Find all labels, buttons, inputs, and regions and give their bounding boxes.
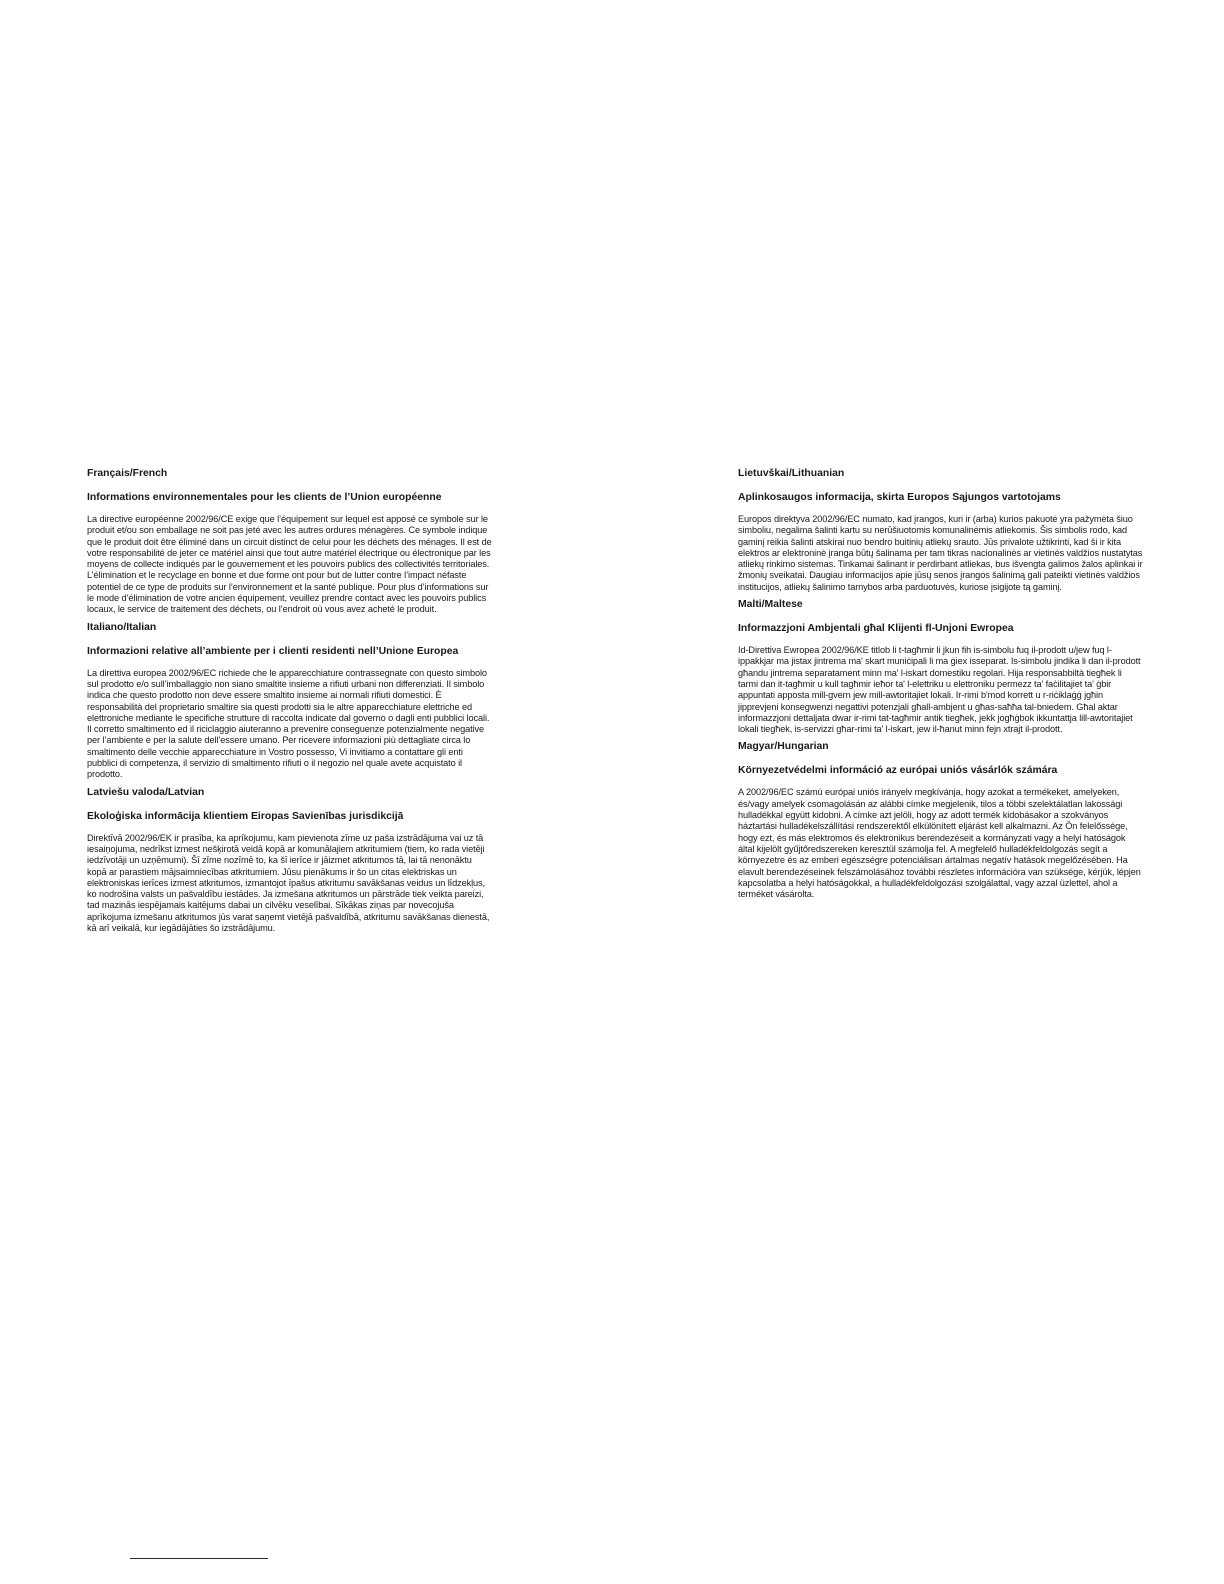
language-label: Italiano/Italian (87, 621, 157, 633)
left-column (87, 467, 492, 939)
right-column (738, 467, 1144, 905)
section-latvian (87, 786, 492, 935)
section-heading: Ekoloģiska informācija klientiem Eiropas Savienības jurisdikcijā (87, 810, 404, 822)
section-french (87, 467, 492, 616)
section-maltese (738, 598, 1144, 735)
section-heading: Informations environnementales pour les clients de l’Union européenne (87, 492, 442, 503)
section-body: Id-Direttiva Ewropea 2002/96/KE titlob li t-tagħmir li jkun fih is-simbolu fuq il-prodott u/jew fuq l-ippakkjar ma jistax jintrema ma' skart muniċipali li ma ġiex isseparat. Is-simbolu jindika li dan il-prodott għandu jintrema separatament minn ma' l-iskart domestiku regolari. Hija responsabbiltà tiegħek li tarmi dan it-tagħmir u kull tagħmir ieħor ta' l-elettriku u elettroniku permezz ta' faċilitajiet ta' ġbir appuntati apposta mill-gvern jew mill-awtoritajiet lokali. Ir-rimi b'mod korrett u r-riċiklaġġ jgħin jipprevjeni konsegwenzi negattivi potenzjali għall-ambjent u għas-saħħa tal-bniedem. Għal aktar informazzjoni dettaljata dwar ir-rimi tat-tagħmir antik tiegħek, jekk jogħġbok ikkuntattja lill-awtoritajiet lokali tiegħek, is-servizzi għar-rimi ta' l-iskart, jew il-ħanut minn fejn xtrajt il-prodott. (738, 645, 1141, 735)
language-label: Français/French (87, 468, 168, 479)
section-body: Direktīvā 2002/96/EK ir prasība, ka aprīkojumu, kam pievienota zīme uz paša izstrādājuma vai uz tā iesaiņojuma, nedrīkst izmest nešķirotā veidā kopā ar komunālajiem atkritumiem (tiem, ko rada vietēji iedzīvotāji un uzņēmumi). Šī zīme nozīmē to, ka šī ierīce ir jāizmet atkritumos tā, lai tā nenonāktu kopā ar parastiem mājsaimniecības atkritumiem. Jūsu pienākums ir šo un citas elektriskas un elektroniskas ierīces izmest atkritumos, izmantojot īpašus atkritumu savākšanas veidus un līdzekļus, ko nodrošina valsts un pašvaldību iestādes. Ja izmešana atkritumos un pārstrāde tiek veikta pareizi, tad mazinās iespējamais kaitējums dabai un cilvēku veselībai. Sīkākas ziņas par novecojuša aprīkojuma izmešanu atkritumos jūs varat saņemt vietējā pašvaldībā, atkritumu savākšanas dienestā, kā arī veikalā, kur iegādājāties šo izstrādājumu. (87, 832, 490, 934)
section-heading: Aplinkosaugos informacija, skirta Europos Sąjungos vartotojams (738, 492, 1061, 503)
section-hungarian (738, 740, 1144, 900)
language-label: Latviešu valoda/Latvian (87, 786, 205, 798)
language-label: Malti/Maltese (738, 599, 803, 611)
section-body: A 2002/96/EC számú európai uniós irányelv megkívánja, hogy azokat a termékeket, amelyeken, és/vagy amelyek csomagolásán az alábbi címke megjelenik, tilos a többi szelektálatlan lakossági hulladékkal együtt kidobni. A címke azt jelöli, hogy az adott termék kidobásakor a szokványos háztartási hulladékelszállítási rendszerektől elkülönített eljárást kell alkalmazni. Az Ön felelőssége, hogy ezt, és más elektromos és elektronikus berendezéseit a kormányzati vagy a helyi hatóságok által kijelölt gyűjtőredszereken keresztül számolja fel. A megfelelő hulladékfeldolgozás segít a környezetre és az emberi egészségre potenciálisan ártalmas negatív hatások megelőzésében. Ha elavult berendezéseinek felszámolásához további részletes információra van szüksége, kérjük, lépjen kapcsolatba a helyi hatóságokkal, a hulladékfeldolgozási szolgálattal, vagy azzal üzlettel, ahol a terméket vásárolta. (738, 787, 1141, 900)
section-body: Europos direktyva 2002/96/EC numato, kad įrangos, kuri ir (arba) kurios pakuotė yra pažymėta šiuo simboliu, negalima šalinti kartu su nerūšiuotomis komunalinėmis atliekomis. Šis simbolis rodo, kad gaminį reikia šalinti atskirai nuo bendro buitinių atliekų srauto. Jūs privalote užtikrinti, kad ši ir kita elektros ar elektroninė įranga būtų šalinama per tam tikras nacionalinės ar vietinės valdžios nustatytas atliekų rinkimo sistemas. Tinkamai šalinant ir perdirbant atliekas, bus išvengta galimos žalos aplinkai ir žmonių sveikatai. Daugiau informacijos apie jūsų senos įrangos šalinimą gali pateikti vietinės valdžios institucijos, atliekų šalinimo tarnybos arba parduotuvės, kuriose įsigijote tą gaminį. (738, 514, 1143, 592)
language-label: Magyar/Hungarian (738, 741, 829, 753)
section-heading: Környezetvédelmi információ az európai uniós vásárlók számára (738, 765, 1058, 777)
section-heading: Informazzjoni Ambjentali għal Klijenti fl-Unjoni Ewropea (738, 623, 1014, 635)
section-body: La direttiva europea 2002/96/EC richiede che le apparecchiature contrassegnate con questo simbolo sul prodotto e/o sull’imballaggio non siano smaltite insieme a rifiuti urbani non differenziati. Il simbolo indica che questo prodotto non deve essere smaltito insieme ai normali rifiuti domestici. È responsabilità del proprietario smaltire sia questi prodotti sia le altre apparecchiature elettriche ed elettroniche mediante le specifiche strutture di raccolta indicate dal governo o dagli enti pubblici locali. Il corretto smaltimento ed il riciclaggio aiuteranno a prevenire conseguenze potenzialmente negative per l’ambiente e per la salute dell’essere umano. Per ricevere informazioni più dettagliate circa lo smaltimento delle vecchie apparecchiature in Vostro possesso, Vi invitiamo a contattare gli enti pubblici di competenza, il servizio di smaltimento rifiuti o il negozio nel quale avete acquistato il prodotto. (87, 667, 490, 780)
section-body: La directive européenne 2002/96/CE exige que l’équipement sur lequel est apposé ce symbole sur le produit et/ou son emballage ne soit pas jeté avec les autres ordures ménagères. Ce symbole indique que le produit doit être éliminé dans un circuit distinct de celui pour les déchets des ménages. Il est de votre responsabilité de jeter ce matériel ainsi que tout autre matériel électrique ou électronique par les moyens de collecte indiqués par le gouvernement et les pouvoirs publics des collectivités territoriales. L’élimination et le recyclage en bonne et due forme ont pour but de lutter contre l’impact néfaste potentiel de ce type de produits sur l’environnement et la santé publique. Pour plus d’informations sur le mode d’élimination de votre ancien équipement, veuillez prendre contact avec les pouvoirs publics locaux, le service de traitement des déchets, ou l’endroit où vous avez acheté le produit. (87, 514, 492, 615)
language-label: Lietuvškai/Lithuanian (738, 468, 845, 479)
section-lithuanian (738, 467, 1144, 593)
footnote-separator-line (130, 1558, 268, 1559)
section-italian (87, 621, 492, 781)
section-heading: Informazioni relative all’ambiente per i clienti residenti nell’Unione Europea (87, 645, 459, 657)
